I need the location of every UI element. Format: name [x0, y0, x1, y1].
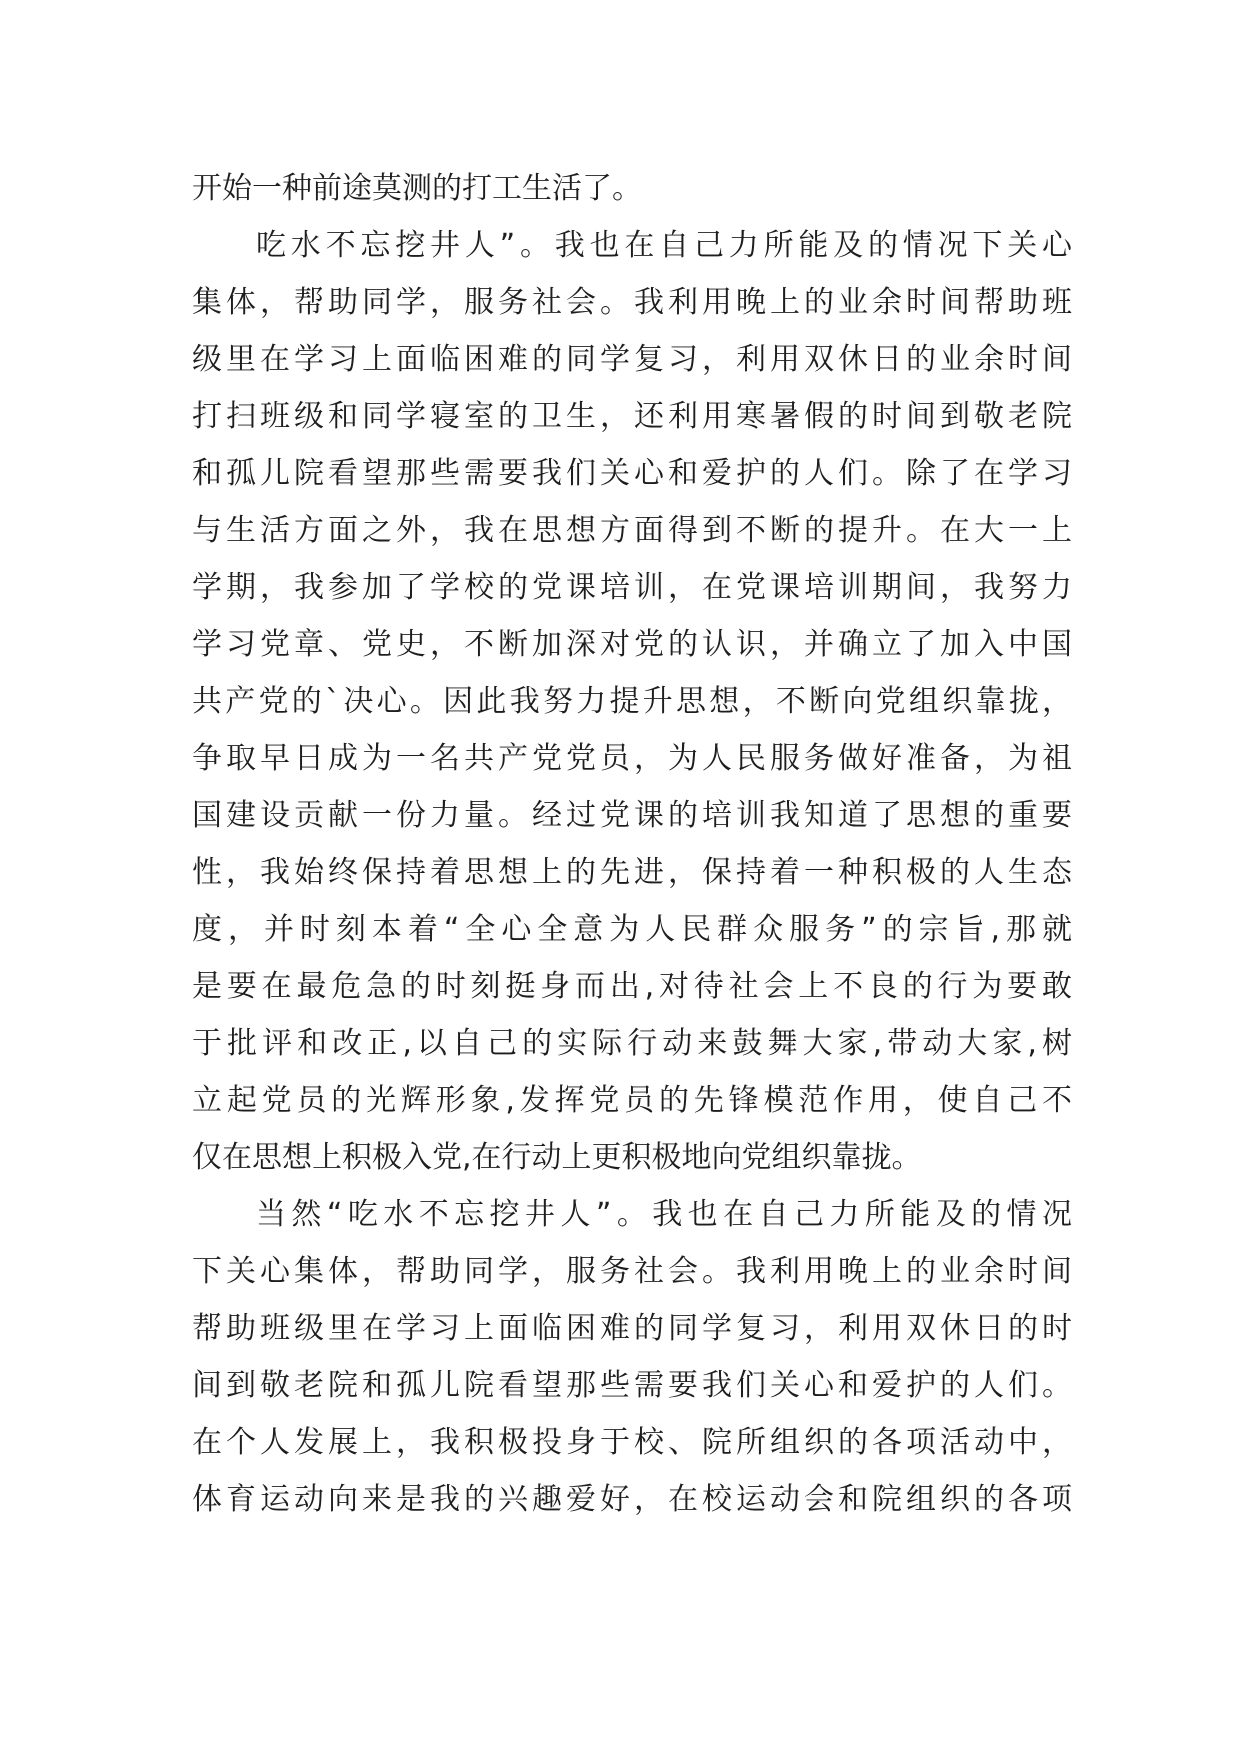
- text-line: 性，我始终保持着思想上的先进，保持着一种积极的人生态: [192, 855, 1072, 890]
- text-line: 国建设贡献一份力量。经过党课的培训我知道了思想的重要: [192, 798, 1072, 833]
- text-line: 体育运动向来是我的兴趣爱好，在校运动会和院组织的各项: [192, 1482, 1072, 1517]
- text-line: 于批评和改正,以自己的实际行动来鼓舞大家,带动大家,树: [192, 1026, 1072, 1061]
- text-line: 级里在学习上面临困难的同学复习，利用双休日的业余时间: [192, 342, 1072, 377]
- text-line: 共产党的`决心。因此我努力提升思想，不断向党组织靠拢，: [192, 684, 1072, 719]
- text-line: 度，并时刻本着“全心全意为人民群众服务”的宗旨,那就: [192, 912, 1072, 947]
- text-line: 争取早日成为一名共产党党员，为人民服务做好准备，为祖: [192, 741, 1072, 776]
- text-line: 是要在最危急的时刻挺身而出,对待社会上不良的行为要敢: [192, 969, 1072, 1004]
- text-line: 仅在思想上积极入党,在行动上更积极地向党组织靠拢。: [192, 1140, 922, 1175]
- text-line: 间到敬老院和孤儿院看望那些需要我们关心和爱护的人们。: [192, 1368, 1072, 1403]
- text-line: 开始一种前途莫测的打工生活了。: [192, 171, 642, 206]
- text-line: 集体，帮助同学，服务社会。我利用晚上的业余时间帮助班: [192, 285, 1072, 320]
- text-line: 帮助班级里在学习上面临困难的同学复习，利用双休日的时: [192, 1311, 1072, 1346]
- document-body: [192, 160, 1072, 1528]
- text-line: 在个人发展上，我积极投身于校、院所组织的各项活动中，: [192, 1425, 1072, 1460]
- text-line: 学期，我参加了学校的党课培训，在党课培训期间，我努力: [192, 570, 1072, 605]
- text-line: 吃水不忘挖井人”。我也在自己力所能及的情况下关心: [256, 228, 1072, 263]
- text-line: 和孤儿院看望那些需要我们关心和爱护的人们。除了在学习: [192, 456, 1072, 491]
- text-line: 打扫班级和同学寝室的卫生，还利用寒暑假的时间到敬老院: [192, 399, 1072, 434]
- text-line: 当然“吃水不忘挖井人”。我也在自己力所能及的情况: [256, 1197, 1072, 1232]
- text-line: 与生活方面之外，我在思想方面得到不断的提升。在大一上: [192, 513, 1072, 548]
- text-line: 下关心集体，帮助同学，服务社会。我利用晚上的业余时间: [192, 1254, 1072, 1289]
- text-line: 学习党章、党史，不断加深对党的认识，并确立了加入中国: [192, 627, 1072, 662]
- text-line: 立起党员的光辉形象,发挥党员的先锋模范作用，使自己不: [192, 1083, 1072, 1118]
